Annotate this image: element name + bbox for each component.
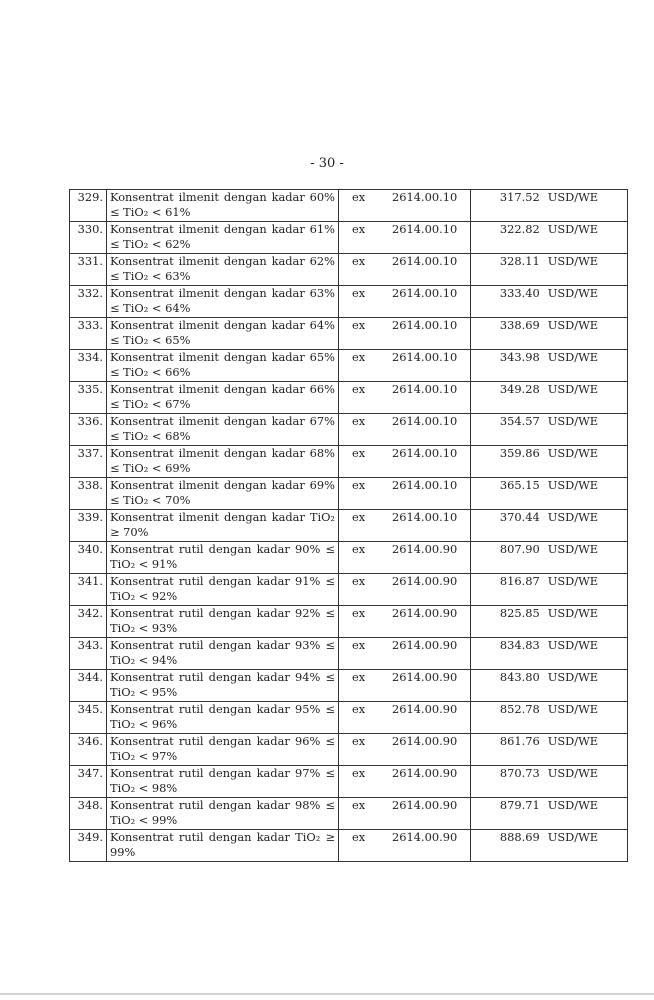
hs-code-cell [339, 254, 471, 286]
price-cell [471, 382, 628, 414]
price-amount: 816.87 [499, 574, 540, 588]
hs-code-cell [339, 222, 471, 254]
ex-marker: ex [352, 670, 366, 684]
price-amount: 322.82 [499, 222, 540, 236]
price-amount: 888.69 [499, 830, 540, 844]
table-row [70, 830, 628, 862]
product-description: Konsentrat ilmenit dengan kadar TiO₂ ≥ 70% [107, 510, 339, 542]
product-description: Konsentrat rutil dengan kadar 96% ≤ TiO₂ < 97% [107, 734, 339, 766]
reference-price-table [69, 189, 628, 862]
price-cell [471, 542, 628, 574]
hs-code-cell [339, 446, 471, 478]
price-cell [471, 254, 628, 286]
table-row [70, 702, 628, 734]
price-unit: USD/WE [547, 286, 599, 300]
ex-marker: ex [352, 190, 366, 204]
product-description: Konsentrat rutil dengan kadar 94% ≤ TiO₂ < 95% [107, 670, 339, 702]
product-description: Konsentrat ilmenit dengan kadar 65% ≤ TiO₂ < 66% [107, 350, 339, 382]
product-description: Konsentrat ilmenit dengan kadar 64% ≤ TiO₂ < 65% [107, 318, 339, 350]
price-unit: USD/WE [547, 510, 599, 524]
product-description: Konsentrat rutil dengan kadar 98% ≤ TiO₂ < 99% [107, 798, 339, 830]
price-cell [471, 734, 628, 766]
price-unit: USD/WE [547, 606, 599, 620]
hs-code: 2614.00.10 [392, 254, 458, 268]
hs-code-cell [339, 702, 471, 734]
ex-marker: ex [352, 414, 366, 428]
price-amount: 354.57 [499, 414, 540, 428]
product-description: Konsentrat ilmenit dengan kadar 66% ≤ TiO₂ < 67% [107, 382, 339, 414]
hs-code: 2614.00.90 [392, 798, 458, 812]
price-cell [471, 190, 628, 222]
price-cell [471, 798, 628, 830]
ex-marker: ex [352, 734, 366, 748]
ex-marker: ex [352, 222, 366, 236]
product-description: Konsentrat rutil dengan kadar 92% ≤ TiO₂ < 93% [107, 606, 339, 638]
price-cell [471, 222, 628, 254]
row-number: 334. [70, 350, 107, 382]
table-row [70, 286, 628, 318]
ex-marker: ex [352, 574, 366, 588]
table-row [70, 350, 628, 382]
row-number: 329. [70, 190, 107, 222]
hs-code: 2614.00.10 [392, 510, 458, 524]
price-cell [471, 574, 628, 606]
product-description: Konsentrat ilmenit dengan kadar 69% ≤ TiO₂ < 70% [107, 478, 339, 510]
hs-code-cell [339, 638, 471, 670]
price-cell [471, 318, 628, 350]
row-number: 336. [70, 414, 107, 446]
table-row [70, 638, 628, 670]
row-number: 338. [70, 478, 107, 510]
price-cell [471, 414, 628, 446]
table-row [70, 606, 628, 638]
hs-code-cell [339, 382, 471, 414]
price-unit: USD/WE [547, 350, 599, 364]
price-amount: 825.85 [499, 606, 540, 620]
hs-code: 2614.00.90 [392, 830, 458, 844]
price-amount: 365.15 [499, 478, 540, 492]
ex-marker: ex [352, 286, 366, 300]
hs-code: 2614.00.90 [392, 542, 458, 556]
ex-marker: ex [352, 830, 366, 844]
hs-code-cell [339, 670, 471, 702]
ex-marker: ex [352, 798, 366, 812]
hs-code-cell [339, 286, 471, 318]
price-unit: USD/WE [547, 414, 599, 428]
price-unit: USD/WE [547, 574, 599, 588]
scan-edge-line [0, 993, 654, 995]
table-row [70, 798, 628, 830]
price-unit: USD/WE [547, 222, 599, 236]
price-amount: 338.69 [499, 318, 540, 332]
row-number: 348. [70, 798, 107, 830]
price-amount: 879.71 [499, 798, 540, 812]
price-cell [471, 606, 628, 638]
ex-marker: ex [352, 446, 366, 460]
table-row [70, 542, 628, 574]
product-description: Konsentrat rutil dengan kadar 97% ≤ TiO₂ < 98% [107, 766, 339, 798]
price-amount: 328.11 [499, 254, 540, 268]
row-number: 343. [70, 638, 107, 670]
row-number: 330. [70, 222, 107, 254]
price-amount: 870.73 [499, 766, 540, 780]
ex-marker: ex [352, 478, 366, 492]
price-cell [471, 702, 628, 734]
hs-code: 2614.00.10 [392, 414, 458, 428]
price-cell [471, 670, 628, 702]
price-unit: USD/WE [547, 638, 599, 652]
product-description: Konsentrat rutil dengan kadar 93% ≤ TiO₂ < 94% [107, 638, 339, 670]
price-unit: USD/WE [547, 734, 599, 748]
row-number: 345. [70, 702, 107, 734]
hs-code-cell [339, 606, 471, 638]
hs-code-cell [339, 414, 471, 446]
product-description: Konsentrat rutil dengan kadar 95% ≤ TiO₂ < 96% [107, 702, 339, 734]
price-amount: 349.28 [499, 382, 540, 396]
row-number: 349. [70, 830, 107, 862]
row-number: 332. [70, 286, 107, 318]
table-row [70, 190, 628, 222]
hs-code: 2614.00.90 [392, 766, 458, 780]
table-row [70, 574, 628, 606]
price-cell [471, 766, 628, 798]
hs-code: 2614.00.90 [392, 670, 458, 684]
row-number: 340. [70, 542, 107, 574]
hs-code-cell [339, 510, 471, 542]
table-row [70, 382, 628, 414]
hs-code: 2614.00.10 [392, 478, 458, 492]
price-unit: USD/WE [547, 670, 599, 684]
hs-code: 2614.00.90 [392, 606, 458, 620]
ex-marker: ex [352, 254, 366, 268]
table-row [70, 510, 628, 542]
page-number: - 30 - [310, 156, 344, 171]
price-cell [471, 638, 628, 670]
hs-code: 2614.00.90 [392, 574, 458, 588]
hs-code: 2614.00.10 [392, 446, 458, 460]
ex-marker: ex [352, 318, 366, 332]
price-cell [471, 510, 628, 542]
price-unit: USD/WE [547, 478, 599, 492]
row-number: 333. [70, 318, 107, 350]
row-number: 335. [70, 382, 107, 414]
price-unit: USD/WE [547, 190, 599, 204]
hs-code-cell [339, 350, 471, 382]
price-amount: 317.52 [499, 190, 540, 204]
price-cell [471, 286, 628, 318]
price-unit: USD/WE [547, 830, 599, 844]
ex-marker: ex [352, 606, 366, 620]
ex-marker: ex [352, 766, 366, 780]
ex-marker: ex [352, 350, 366, 364]
table-row [70, 222, 628, 254]
price-amount: 359.86 [499, 446, 540, 460]
ex-marker: ex [352, 510, 366, 524]
price-unit: USD/WE [547, 318, 599, 332]
hs-code-cell [339, 542, 471, 574]
hs-code: 2614.00.10 [392, 318, 458, 332]
price-amount: 807.90 [499, 542, 540, 556]
ex-marker: ex [352, 542, 366, 556]
table-row [70, 414, 628, 446]
hs-code: 2614.00.10 [392, 190, 458, 204]
price-unit: USD/WE [547, 446, 599, 460]
row-number: 341. [70, 574, 107, 606]
table-row [70, 254, 628, 286]
table-row [70, 670, 628, 702]
price-cell [471, 830, 628, 862]
hs-code-cell [339, 766, 471, 798]
hs-code: 2614.00.10 [392, 222, 458, 236]
price-amount: 852.78 [499, 702, 540, 716]
hs-code: 2614.00.10 [392, 382, 458, 396]
price-unit: USD/WE [547, 382, 599, 396]
price-unit: USD/WE [547, 254, 599, 268]
row-number: 342. [70, 606, 107, 638]
product-description: Konsentrat ilmenit dengan kadar 61% ≤ TiO₂ < 62% [107, 222, 339, 254]
hs-code-cell [339, 734, 471, 766]
table-row [70, 318, 628, 350]
row-number: 347. [70, 766, 107, 798]
hs-code-cell [339, 190, 471, 222]
row-number: 337. [70, 446, 107, 478]
product-description: Konsentrat ilmenit dengan kadar 67% ≤ TiO₂ < 68% [107, 414, 339, 446]
row-number: 346. [70, 734, 107, 766]
row-number: 344. [70, 670, 107, 702]
row-number: 331. [70, 254, 107, 286]
hs-code-cell [339, 574, 471, 606]
table-body [70, 190, 628, 862]
hs-code-cell [339, 830, 471, 862]
ex-marker: ex [352, 702, 366, 716]
table-row [70, 446, 628, 478]
price-amount: 343.98 [499, 350, 540, 364]
price-amount: 370.44 [499, 510, 540, 524]
product-description: Konsentrat ilmenit dengan kadar 60% ≤ TiO₂ < 61% [107, 190, 339, 222]
table-row [70, 734, 628, 766]
hs-code: 2614.00.90 [392, 638, 458, 652]
product-description: Konsentrat rutil dengan kadar 90% ≤ TiO₂ < 91% [107, 542, 339, 574]
hs-code-cell [339, 478, 471, 510]
price-unit: USD/WE [547, 702, 599, 716]
table-row [70, 478, 628, 510]
hs-code-cell [339, 798, 471, 830]
price-unit: USD/WE [547, 766, 599, 780]
hs-code: 2614.00.90 [392, 702, 458, 716]
hs-code: 2614.00.10 [392, 350, 458, 364]
product-description: Konsentrat rutil dengan kadar 91% ≤ TiO₂ < 92% [107, 574, 339, 606]
hs-code-cell [339, 318, 471, 350]
price-unit: USD/WE [547, 542, 599, 556]
price-cell [471, 478, 628, 510]
ex-marker: ex [352, 638, 366, 652]
product-description: Konsentrat ilmenit dengan kadar 63% ≤ TiO₂ < 64% [107, 286, 339, 318]
hs-code: 2614.00.90 [392, 734, 458, 748]
table-row [70, 766, 628, 798]
price-cell [471, 446, 628, 478]
ex-marker: ex [352, 382, 366, 396]
price-amount: 834.83 [499, 638, 540, 652]
row-number: 339. [70, 510, 107, 542]
price-amount: 861.76 [499, 734, 540, 748]
price-amount: 333.40 [499, 286, 540, 300]
price-cell [471, 350, 628, 382]
product-description: Konsentrat ilmenit dengan kadar 62% ≤ TiO₂ < 63% [107, 254, 339, 286]
hs-code: 2614.00.10 [392, 286, 458, 300]
price-unit: USD/WE [547, 798, 599, 812]
product-description: Konsentrat rutil dengan kadar TiO₂ ≥ 99% [107, 830, 339, 862]
product-description: Konsentrat ilmenit dengan kadar 68% ≤ TiO₂ < 69% [107, 446, 339, 478]
price-amount: 843.80 [499, 670, 540, 684]
